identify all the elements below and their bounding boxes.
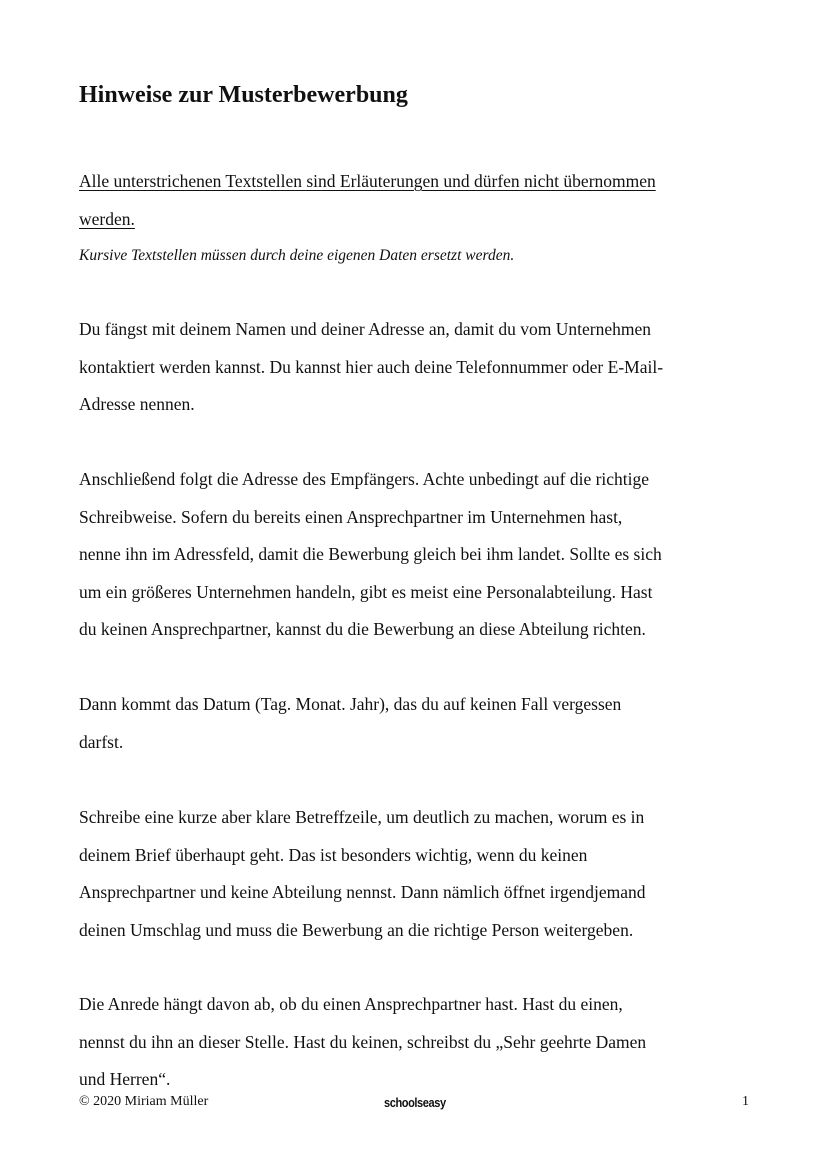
- page-number: 1: [742, 1094, 749, 1109]
- paragraph-date: [79, 686, 621, 761]
- text-line: Die Anrede hängt davon ab, ob du einen Ansprechpartner hast. Hast du einen,: [79, 994, 623, 1014]
- text-line: deinen Umschlag und muss die Bewerbung an die richtige Person weitergeben.: [79, 919, 634, 940]
- text-line: Dann kommt das Datum (Tag. Monat. Jahr), das du auf keinen Fall vergessen: [79, 694, 622, 714]
- page-footer: [79, 1094, 749, 1114]
- text-line: Adresse nennen.: [79, 394, 195, 414]
- text-line: Anschließend folgt die Adresse des Empfängers. Achte unbedingt auf die richtige: [79, 469, 650, 489]
- text-line: Ansprechpartner und keine Abteilung nennst. Dann nämlich öffnet irgendjemand: [79, 882, 646, 902]
- paragraph-recipient: [79, 461, 662, 649]
- text-line: darfst.: [79, 731, 124, 752]
- paragraph-salutation: [79, 986, 646, 1099]
- text-line: Du fängst mit deinem Namen und deiner Adresse an, damit du vom Unternehmen: [79, 319, 652, 339]
- text-line: Schreibweise. Sofern du bereits einen Ansprechpartner im Unternehmen hast,: [79, 506, 623, 527]
- text-line: nennst du ihn an dieser Stelle. Hast du keinen, schreibst du „Sehr geehrte Damen: [79, 1031, 647, 1052]
- text-line: nenne ihn im Adressfeld, damit die Bewerbung gleich bei ihm landet. Sollte es sich: [79, 544, 662, 564]
- text-line: um ein größeres Unternehmen handeln, gibt es meist eine Personalabteilung. Hast: [79, 581, 653, 602]
- paragraph-sender: [79, 311, 663, 424]
- copyright: © 2020 Miriam Müller: [79, 1094, 209, 1109]
- text-line: werden.: [79, 208, 135, 229]
- text-line: Alle unterstrichenen Textstellen sind Erläuterungen und dürfen nicht übernommen: [79, 171, 656, 191]
- text-line: und Herren“.: [79, 1069, 171, 1089]
- text-line: kontaktiert werden kannst. Du kannst hier auch deine Telefonnummer oder E-Mail-: [79, 356, 664, 377]
- paragraph-subject: [79, 799, 646, 949]
- text-line: Kursive Textstellen müssen durch deine eigenen Daten ersetzt werden.: [79, 247, 515, 264]
- italic-note: [79, 237, 514, 275]
- page-title: Hinweise zur Musterbewerbung: [79, 82, 408, 108]
- text-line: Schreibe eine kurze aber klare Betreffzeile, um deutlich zu machen, worum es in: [79, 807, 645, 827]
- text-line: du keinen Ansprechpartner, kannst du die Bewerbung an diese Abteilung richten.: [79, 619, 646, 639]
- text-line: deinem Brief überhaupt geht. Das ist besonders wichtig, wenn du keinen: [79, 844, 588, 865]
- underlined-note: [79, 163, 656, 238]
- brand-logo: schoolseasy: [384, 1095, 446, 1110]
